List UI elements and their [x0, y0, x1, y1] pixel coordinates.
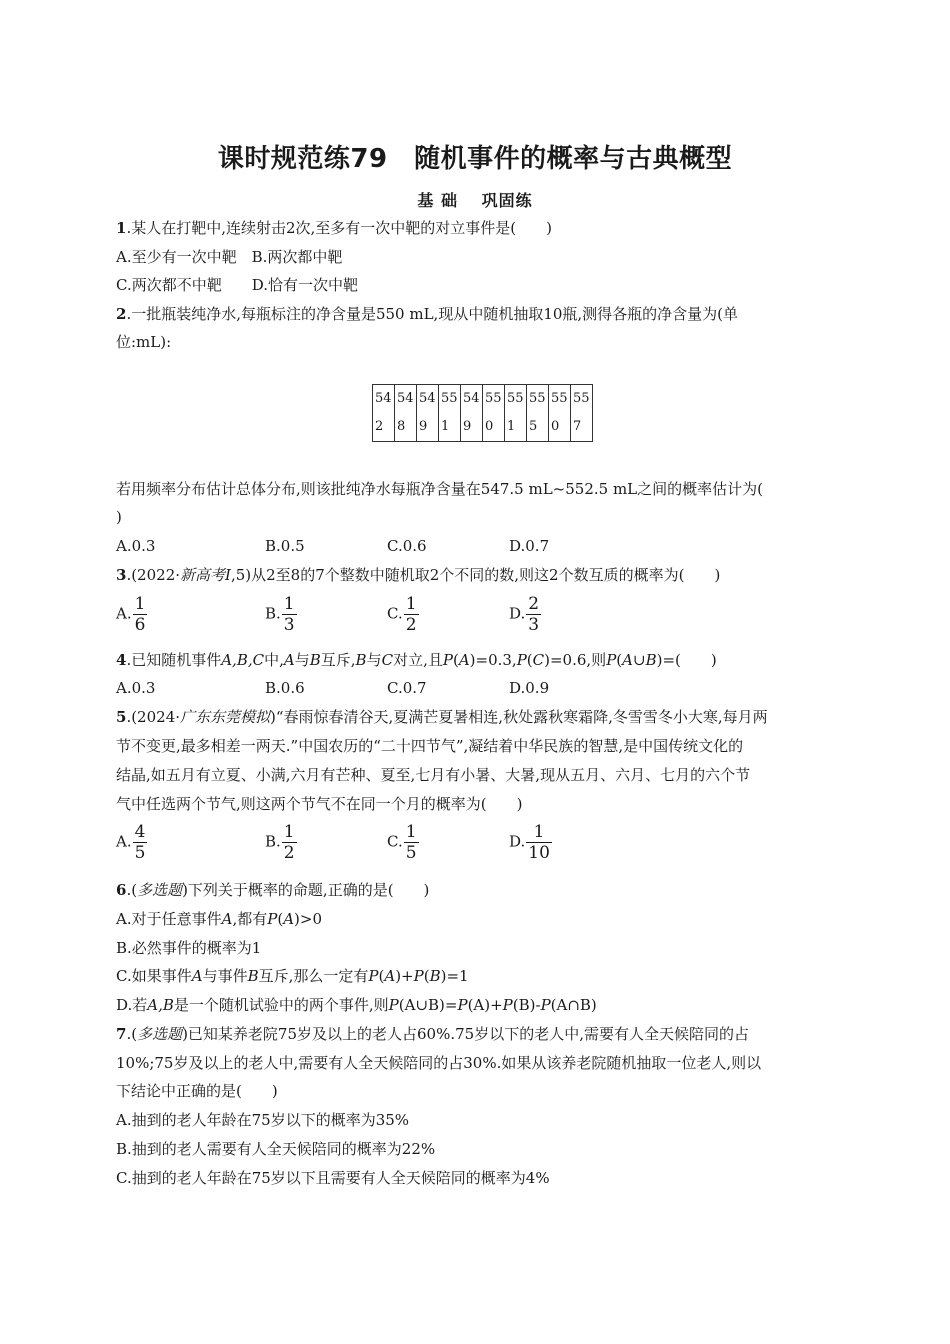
fraction: $\frac{1}{10}$ [528, 822, 550, 863]
fraction: $\frac{4}{5}$ [134, 822, 146, 863]
fraction: $\frac{1}{3}$ [283, 594, 295, 635]
question-3-option-b: B. $\frac{1}{3}$ [265, 594, 295, 635]
fraction: $\frac{2}{3}$ [528, 594, 540, 635]
table-cell: 557 [571, 385, 593, 442]
question-6-option-a: A.对于任意事件A,都有P(A)>0 [116, 910, 322, 928]
fraction: $\frac{1}{2}$ [405, 594, 417, 635]
table-cell: 550 [549, 385, 571, 442]
question-4-option-a: A.0.3 [116, 679, 156, 697]
fraction: $\frac{1}{2}$ [283, 822, 295, 863]
question-5-option-d: D. $\frac{1}{10}$ [509, 822, 550, 863]
fraction: $\frac{1}{5}$ [405, 822, 417, 863]
question-2-option-b: B.0.5 [265, 537, 305, 555]
question-2-option-d: D.0.7 [509, 537, 550, 555]
question-1-stem: 1.某人在打靶中,连续射击2次,至多有一次中靶的对立事件是( ) [116, 219, 552, 237]
data-table [372, 384, 593, 442]
question-7-stem: 7.(多选题)已知某养老院75岁及以上的老人占60%.75岁以下的老人中,需要有人全天候陪同的占 [116, 1025, 749, 1043]
fraction: $\frac{1}{6}$ [134, 594, 146, 635]
question-2-option-c: C.0.6 [387, 537, 427, 555]
question-2-stem-cont2: 若用频率分布估计总体分布,则该批纯净水每瓶净含量在547.5 mL~552.5 mL之间的概率估计为( [116, 480, 763, 498]
question-6-stem: 6.(多选题)下列关于概率的命题,正确的是( ) [116, 881, 430, 899]
table-cell: 555 [527, 385, 549, 442]
table-cell: 551 [505, 385, 527, 442]
question-7-line-2: 10%;75岁及以上的老人中,需要有人全天候陪同的占30%.如果从该养老院随机抽取一位老人,则以 [116, 1054, 762, 1072]
question-5-stem: 5.(2024·广东东莞模拟)“春雨惊春清谷天,夏满芒夏暑相连,秋处露秋寒霜降,冬雪雪冬小大寒,每月两 [116, 708, 768, 726]
table-cell: 549 [417, 385, 439, 442]
question-7-line-3: 下结论中正确的是( ) [116, 1082, 278, 1100]
question-4-stem: 4.已知随机事件A,B,C中,A与B互斥,B与C对立,且P(A)=0.3,P(C)=0.6,则P(A∪B)=( ) [116, 651, 717, 669]
question-3-option-a: A. $\frac{1}{6}$ [116, 594, 146, 635]
table-cell: 548 [395, 385, 417, 442]
question-7-option-c: C.抽到的老人年龄在75岁以下且需要有人全天候陪同的概率为4% [116, 1169, 550, 1187]
question-7-option-a: A.抽到的老人年龄在75岁以下的概率为35% [116, 1111, 410, 1129]
page-title: 课时规范练79 随机事件的概率与古典概型 [217, 144, 733, 174]
table-row [373, 385, 593, 442]
question-4-option-c: C.0.7 [387, 679, 427, 697]
question-5-line-3: 结晶,如五月有立夏、小满,六月有芒种、夏至,七月有小暑、大暑,现从五月、六月、七月的六个节 [116, 766, 751, 784]
question-6-option-c: C.如果事件A与事件B互斥,那么一定有P(A)+P(B)=1 [116, 967, 469, 985]
question-6-option-d: D.若A,B是一个随机试验中的两个事件,则P(A∪B)=P(A)+P(B)-P(A∩B) [116, 996, 597, 1014]
question-5-line-2: 节不变更,最多相差一两天.”中国农历的“二十四节气”,凝结着中华民族的智慧,是中国传统文化的 [116, 737, 744, 755]
question-5-option-a: A. $\frac{4}{5}$ [116, 822, 146, 863]
question-2-paren: ) [116, 508, 122, 526]
question-4-option-d: D.0.9 [509, 679, 550, 697]
question-2-option-a: A.0.3 [116, 537, 156, 555]
question-6-option-b: B.必然事件的概率为1 [116, 939, 262, 957]
question-2-stem-cont: 位:mL): [116, 333, 172, 351]
table-cell: 550 [483, 385, 505, 442]
question-5-option-c: C. $\frac{1}{5}$ [387, 822, 417, 863]
question-1-options-cd: C.两次都不中靶 D.恰有一次中靶 [116, 276, 358, 294]
question-3-option-d: D. $\frac{2}{3}$ [509, 594, 540, 635]
question-2-stem: 2.一批瓶装纯净水,每瓶标注的净含量是550 mL,现从中随机抽取10瓶,测得各瓶的净含量为(单 [116, 305, 739, 323]
question-3-stem: 3.(2022·新高考Ⅰ,5)从2至8的7个整数中随机取2个不同的数,则这2个数互质的概率为( ) [116, 566, 721, 584]
question-4-option-b: B.0.6 [265, 679, 305, 697]
question-5-option-b: B. $\frac{1}{2}$ [265, 822, 295, 863]
question-3-option-c: C. $\frac{1}{2}$ [387, 594, 417, 635]
table-cell: 551 [439, 385, 461, 442]
table-cell: 549 [461, 385, 483, 442]
question-5-line-4: 气中任选两个节气,则这两个节气不在同一个月的概率为( ) [116, 795, 523, 813]
question-7-option-b: B.抽到的老人需要有人全天候陪同的概率为22% [116, 1140, 436, 1158]
question-1-options-ab: A.至少有一次中靶 B.两次都中靶 [116, 248, 343, 266]
table-cell: 542 [373, 385, 395, 442]
section-subtitle: 基 础 巩固练 [417, 191, 533, 210]
